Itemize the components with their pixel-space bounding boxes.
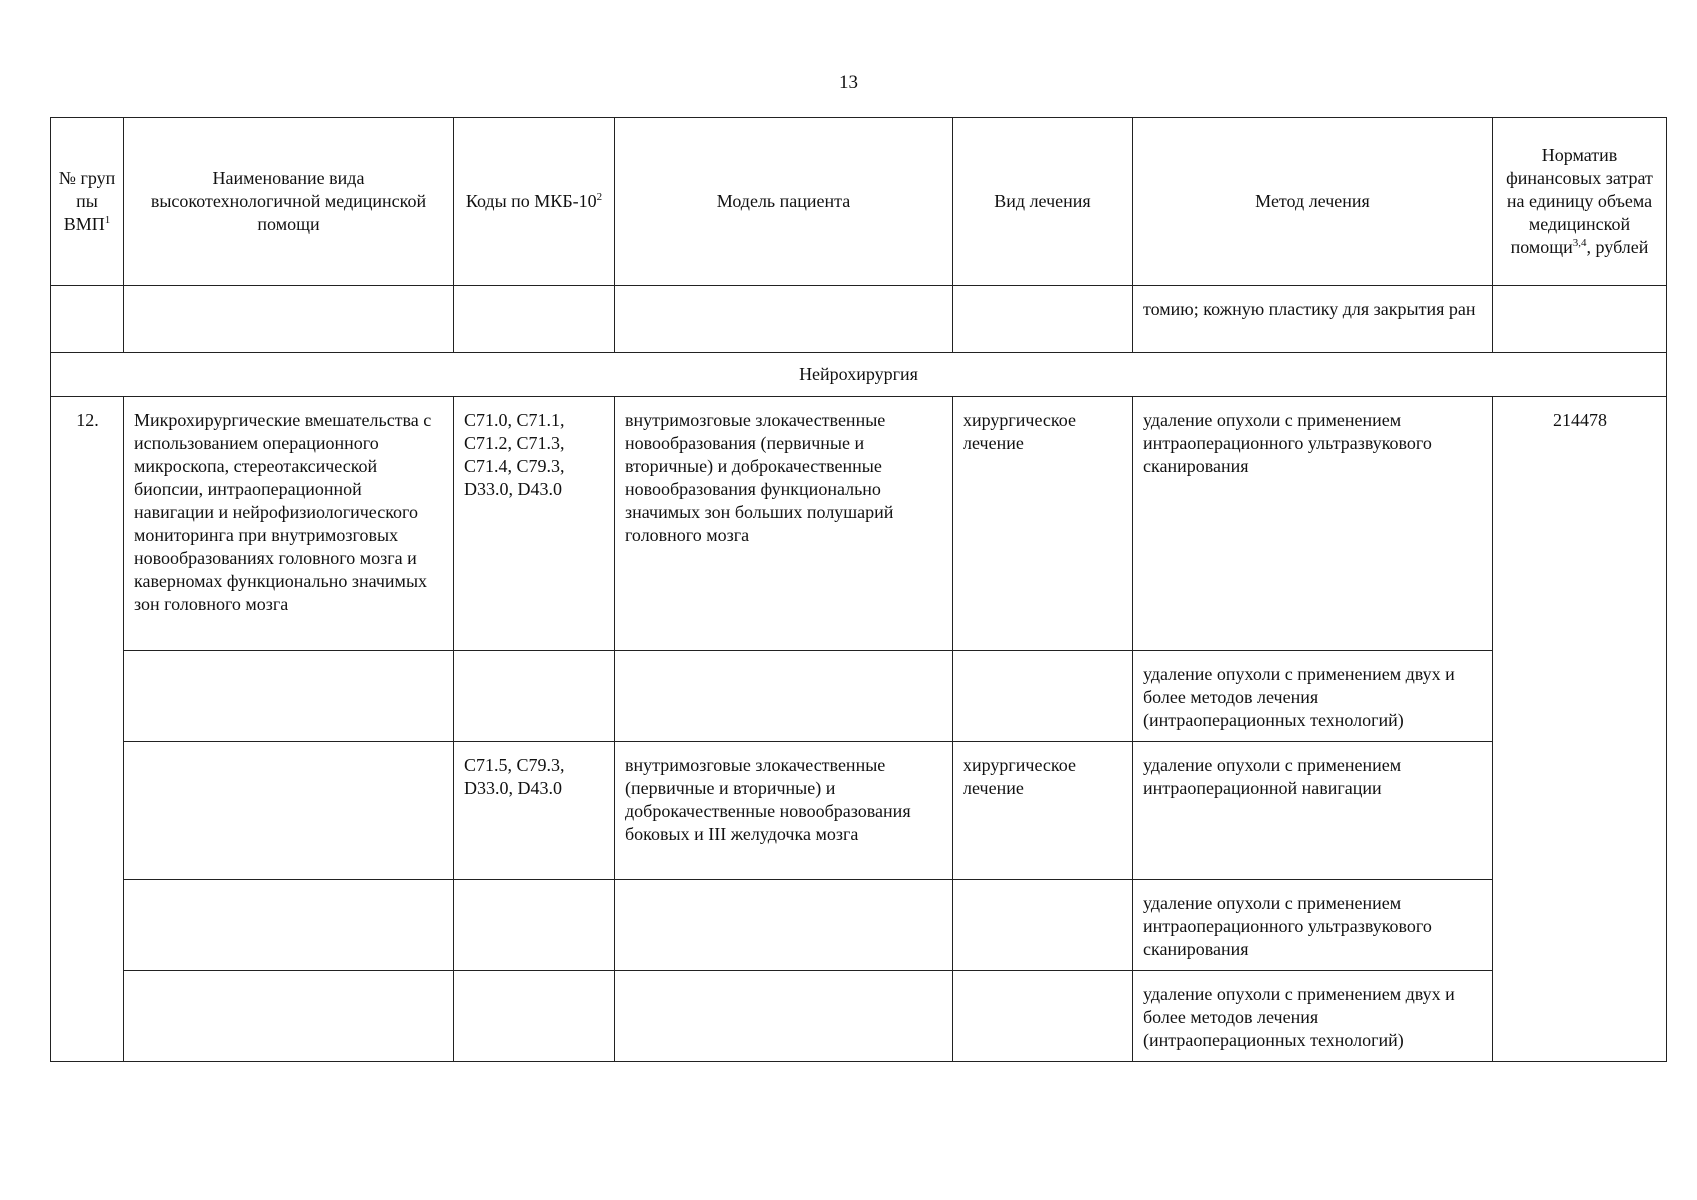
row-codes: C71.0, C71.1, C71.2, C71.3, C71.4, C79.3, D33.0, D43.0 bbox=[454, 397, 615, 651]
row-codes: C71.5, C79.3, D33.0, D43.0 bbox=[454, 742, 615, 880]
row-codes bbox=[454, 651, 615, 742]
header-method: Метод лечения bbox=[1133, 118, 1493, 286]
row-model bbox=[615, 651, 953, 742]
cell-empty bbox=[124, 742, 454, 880]
header-codes: Коды по МКБ-$10^2$ bbox=[454, 118, 615, 286]
cell-empty bbox=[124, 971, 454, 1062]
cell-empty bbox=[1493, 286, 1667, 353]
row-method: удаление опухоли с применением интраоперационного ультразвукового сканирования bbox=[1133, 880, 1493, 971]
table-row bbox=[51, 651, 1667, 742]
header-model: Модель пациента bbox=[615, 118, 953, 286]
header-name: Наименование вида высокотехнологичной медицинской помощи bbox=[124, 118, 454, 286]
cell-empty bbox=[615, 286, 953, 353]
cell-empty bbox=[124, 651, 454, 742]
group-number: 12. bbox=[51, 397, 124, 1062]
cell-empty bbox=[953, 286, 1133, 353]
row-method: удаление опухоли с применением двух и более методов лечения (интраоперационных технологий) bbox=[1133, 971, 1493, 1062]
row-method: удаление опухоли с применением двух и более методов лечения (интраоперационных технологий) bbox=[1133, 651, 1493, 742]
row-codes bbox=[454, 880, 615, 971]
group-name: Микрохирургические вмешательства с использованием операционного микроскопа, стереотаксической биопсии, интраоперационной навигации и нейрофизиологического мониторинга при внутримозговых новообразованиях головного мозга и каверномах функционально значимых зон головного мозга bbox=[124, 397, 454, 651]
row-model: внутримозговые злокачественные (первичные и вторичные) и доброкачественные новообразования боковых и III желудочка мозга bbox=[615, 742, 953, 880]
row-method: удаление опухоли с применением интраоперационной навигации bbox=[1133, 742, 1493, 880]
cell-empty bbox=[124, 286, 454, 353]
row-model: внутримозговые злокачественные новообразования (первичные и вторичные) и доброкачественные новообразования функционально значимых зон больших полушарий головного мозга bbox=[615, 397, 953, 651]
cell-empty bbox=[454, 286, 615, 353]
vmp-table bbox=[50, 117, 1667, 1062]
table-row bbox=[51, 742, 1667, 880]
row-method: удаление опухоли с применением интраоперационного ультразвукового сканирования bbox=[1133, 397, 1493, 651]
section-row bbox=[51, 353, 1667, 397]
section-title: Нейрохирургия bbox=[51, 353, 1667, 397]
table-row bbox=[51, 397, 1667, 651]
row-treatment: хирургическое лечение bbox=[953, 742, 1133, 880]
row-treatment bbox=[953, 880, 1133, 971]
header-treatment-type: Вид лечения bbox=[953, 118, 1133, 286]
cell-empty bbox=[124, 880, 454, 971]
page-number: 13 bbox=[839, 72, 858, 93]
header-row bbox=[51, 118, 1667, 286]
header-norm: Норматив финансовых затрат на единицу объема медицинской помощи$^{3,4}$, рублей bbox=[1493, 118, 1667, 286]
row-model bbox=[615, 880, 953, 971]
cell-empty bbox=[51, 286, 124, 353]
table-row bbox=[51, 880, 1667, 971]
header-group-no: № груп пы ВМП$^1$ bbox=[51, 118, 124, 286]
group-norm: 214478 bbox=[1493, 397, 1667, 1062]
row-treatment bbox=[953, 651, 1133, 742]
row-codes bbox=[454, 971, 615, 1062]
table-row bbox=[51, 971, 1667, 1062]
row-treatment bbox=[953, 971, 1133, 1062]
row-treatment: хирургическое лечение bbox=[953, 397, 1133, 651]
row-model bbox=[615, 971, 953, 1062]
continuation-method: томию; кожную пластику для закрытия ран bbox=[1133, 286, 1493, 353]
continuation-row bbox=[51, 286, 1667, 353]
